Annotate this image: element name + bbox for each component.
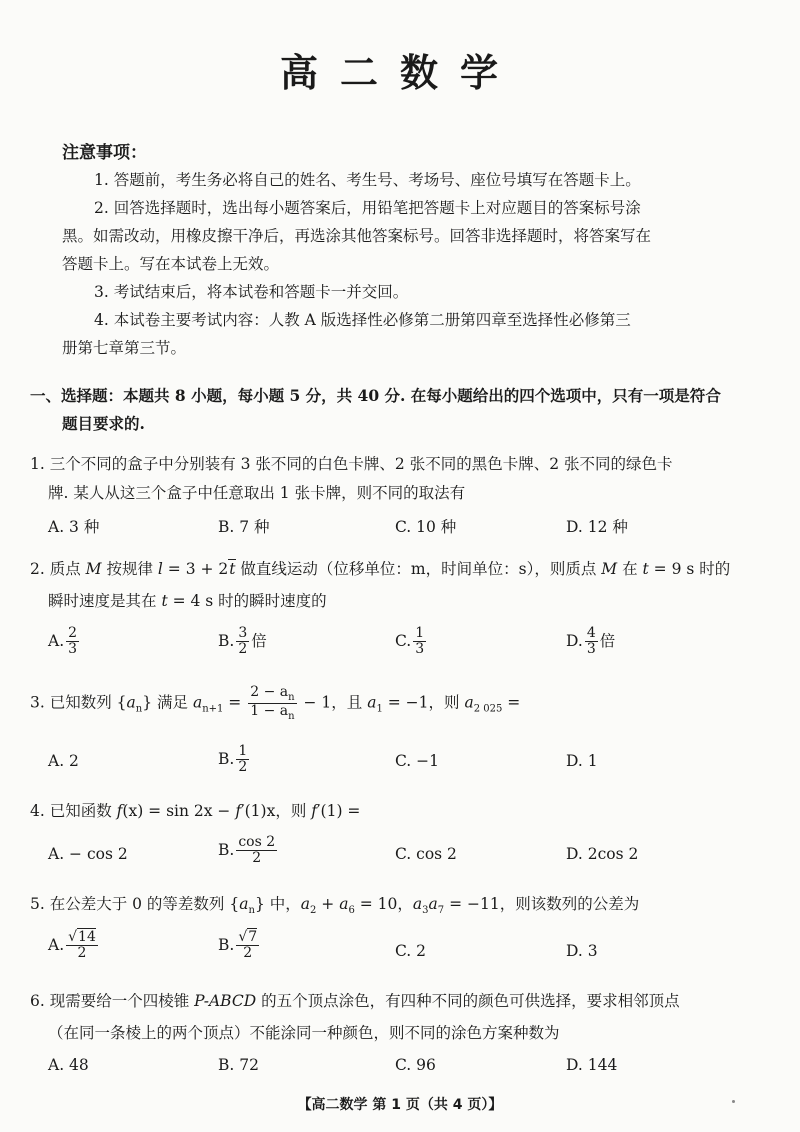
- question-4-stem: 4. 已知函数 f(x) = sin 2x − f′(1)x，则 f′(1) =: [30, 802, 361, 820]
- q2-option-d: D. $\frac{4}{3}$ 倍: [566, 625, 616, 658]
- q3-option-a: A. 2: [48, 752, 79, 770]
- question-1-stem: 1. 三个不同的盒子中分别装有 3 张不同的白色卡牌、2 张不同的黑色卡牌、2 张不同的绿色卡: [30, 455, 673, 473]
- q6-option-d: D. 144: [566, 1056, 618, 1074]
- question-2-stem-cont: 瞬时速度是其在 t = 4 s 时的瞬时速度的: [48, 592, 327, 610]
- q6-option-b: B. 72: [218, 1056, 259, 1074]
- q4-option-c: C. cos 2: [395, 845, 457, 863]
- q2-option-b: B. $\frac{3}{2}$ 倍: [218, 625, 267, 658]
- page-footer: 【高二数学 第 1 页（共 4 页）】: [297, 1097, 503, 1113]
- recurrence-fraction: $\frac{2 - a_n}{1 - a_n}$: [250, 684, 295, 722]
- q5-option-a: A. $\frac{√14}{2}$: [48, 929, 96, 962]
- notice-heading: 注意事项：: [62, 143, 147, 163]
- question-1-stem-cont: 牌. 某人从这三个盒子中任意取出 1 张卡牌，则不同的取法有: [48, 484, 466, 502]
- q5-option-c: C. 2: [395, 942, 427, 960]
- question-5-stem: 5. 在公差大于 0 的等差数列 $\{a_n\}$ 中，$a_2 + a_6 = 10$，$a_3a_7 = -11$，则该数列的公差为: [30, 895, 640, 917]
- section-heading: 一、选择题：本题共 8 小题，每小题 5 分，共 40 分. 在每小题给出的四个选项中，只有一项是符合: [30, 386, 721, 405]
- q1-option-d: D. 12 种: [566, 518, 628, 536]
- speck-mark: [732, 1100, 735, 1103]
- question-6-stem: 6. 现需要给一个四棱锥 P-ABCD 的五个顶点涂色，有四种不同的颜色可供选择，要求相邻顶点: [30, 992, 680, 1010]
- q5-option-d: D. 3: [566, 942, 598, 960]
- q2-option-c: C. $\frac{1}{3}$: [395, 625, 425, 658]
- q4-option-d: D. 2cos 2: [566, 845, 639, 863]
- notice-line-1: 1. 答题前，考生务必将自己的姓名、考生号、考场号、座位号填写在答题卡上。: [94, 171, 641, 189]
- q6-option-c: C. 96: [395, 1056, 436, 1074]
- q1-option-b: B. 7 种: [218, 518, 270, 536]
- notice-line-2c: 答题卡上。写在本试卷上无效。: [62, 255, 280, 273]
- question-2-stem: 2. 质点 M 按规律 l = 3 + 2t 做直线运动（位移单位：m，时间单位：s），则质点 M 在 t = 9 s 时的: [30, 560, 731, 578]
- section-heading-cont: 题目要求的.: [62, 414, 145, 433]
- q1-option-c: C. 10 种: [395, 518, 457, 536]
- notice-line-2a: 2. 回答选择题时，选出每小题答案后，用铅笔把答题卡上对应题目的答案标号涂: [94, 199, 641, 217]
- notice-line-4a: 4. 本试卷主要考试内容：人教 A 版选择性必修第二册第四章至选择性必修第三: [94, 311, 631, 329]
- sqrt-t: t: [229, 560, 236, 578]
- q2-option-a: A. $\frac{2}{3}$: [48, 625, 78, 658]
- question-3-stem: 3. 已知数列 $\{a_n\}$ 满足 $a_{n+1}$ = $\frac{2 - a_n}{1 - a_n}$ − 1，且 $a_1 = -1$，则 $a_{2 025}$ =: [30, 684, 521, 722]
- notice-line-2b: 黑。如需改动，用橡皮擦干净后，再选涂其他答案标号。回答非选择题时，将答案写在: [62, 227, 652, 245]
- q3-option-c: C. −1: [395, 752, 440, 770]
- page-title: 高二数学: [279, 50, 520, 95]
- notice-line-4b: 册第七章第三节。: [62, 339, 187, 357]
- q6-option-a: A. 48: [48, 1056, 89, 1074]
- q5-option-b: B. $\frac{√7}{2}$: [218, 929, 258, 962]
- question-6-stem-cont: （在同一条棱上的两个顶点）不能涂同一种颜色，则不同的涂色方案种数为: [48, 1024, 560, 1042]
- notice-line-3: 3. 考试结束后，将本试卷和答题卡一并交回。: [94, 283, 409, 301]
- q3-option-d: D. 1: [566, 752, 598, 770]
- q4-option-a: A. − cos 2: [48, 845, 128, 863]
- q1-option-a: A. 3 种: [48, 518, 100, 536]
- q4-option-b: B. $\frac{\cos 2}{2}$: [218, 834, 276, 867]
- q3-option-b: B. $\frac{1}{2}$: [218, 743, 248, 776]
